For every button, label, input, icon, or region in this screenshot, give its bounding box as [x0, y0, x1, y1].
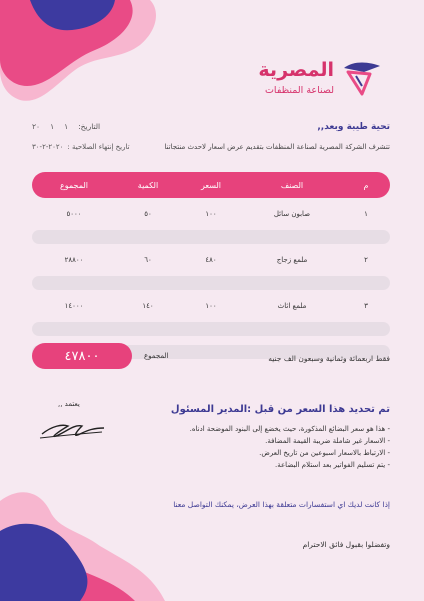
table-row — [32, 253, 390, 267]
brand-header — [258, 58, 382, 96]
brand-logo-icon — [342, 58, 382, 96]
row-index: ١ — [364, 210, 368, 218]
table-row-empty — [32, 322, 390, 336]
row-total: ٢٨٨٠٠ — [64, 256, 84, 264]
row-quantity: ١٤٠ — [142, 302, 154, 310]
price-set-by: تم تحديد هذا السعر من قبل :المدير المسئول — [170, 404, 390, 415]
closing-text: وتفضلوا بقبول فائق الاحترام — [302, 540, 390, 549]
row-total: ١٤٠٠٠ — [64, 302, 84, 310]
expiry-row — [32, 143, 130, 151]
row-price: ٤٨٠ — [205, 256, 217, 264]
header-item: الصنف — [280, 180, 304, 190]
table-row-empty — [32, 230, 390, 244]
header-quantity: الكمية — [137, 180, 159, 190]
total-value: ٤٧٨٠٠ — [32, 343, 132, 369]
date-label: التاريخ: — [78, 122, 101, 131]
row-index: ٢ — [364, 256, 368, 264]
amount-in-words: فقط اربعمائة وثمانية وسبعون الف جنيه — [268, 354, 390, 363]
row-index: ٣ — [364, 302, 368, 310]
date-year: ٢٠ — [32, 122, 41, 131]
greeting: تحية طيبة وبعد,, — [317, 122, 390, 132]
header-index: م — [363, 180, 369, 190]
date-day: ١ — [64, 122, 69, 131]
list-item: - الاسعار غير شاملة ضريبة القيمة المضافة. — [265, 437, 390, 445]
table-row — [32, 207, 390, 221]
price-table — [32, 172, 390, 359]
terms-list — [190, 423, 390, 471]
signature-icon — [38, 416, 108, 444]
table-row-empty — [32, 276, 390, 290]
date-row — [32, 122, 100, 131]
contact-note: إذا كانت لديك اي استفسارات متعلقة بهذا العرض، يمكنك التواصل معنا — [173, 500, 390, 509]
row-quantity: ٥٠ — [144, 210, 152, 218]
approval-label: يعتمد ,, — [58, 400, 80, 408]
row-price: ١٠٠ — [205, 302, 217, 310]
header-price: السعر — [200, 180, 222, 190]
table-header — [32, 172, 390, 198]
list-item: - هذا هو سعر البضائع المذكورة، حيث يخضع إلى البنود الموضحة ادناه. — [189, 425, 390, 433]
total-label: المجموع — [144, 352, 169, 360]
intro-text: تتشرف الشركة المصرية لصناعة المنظفات بتقديم عرض اسعار لاحدث منتجاتنا — [164, 143, 390, 151]
bottom-left-decoration — [0, 461, 170, 601]
list-item: - الارتباط بالاسعار اسبوعين من تاريخ العرض. — [259, 449, 390, 457]
expiry-value: ٢٠٢٠-٢-٣٠ — [32, 143, 64, 151]
row-item: ملمع زجاج — [276, 256, 308, 264]
expiry-label: تاريخ إنتهاء الصلاحية : — [67, 143, 130, 151]
row-item: ملمع اثاث — [277, 302, 307, 310]
row-item: صابون سائل — [273, 210, 311, 218]
brand-subtitle: لصناعة المنظفات — [264, 84, 334, 96]
date-month: ١ — [50, 122, 55, 131]
row-price: ١٠٠ — [205, 210, 217, 218]
row-quantity: ٦٠ — [144, 256, 152, 264]
row-total: ٥٠٠٠ — [66, 210, 82, 218]
table-row — [32, 299, 390, 313]
top-left-decoration — [0, 0, 165, 105]
header-total: المجموع — [60, 180, 88, 190]
brand-name: المصرية — [258, 58, 334, 81]
list-item: - يتم تسليم الفواتير بعد استلام البضاعة. — [275, 461, 390, 469]
